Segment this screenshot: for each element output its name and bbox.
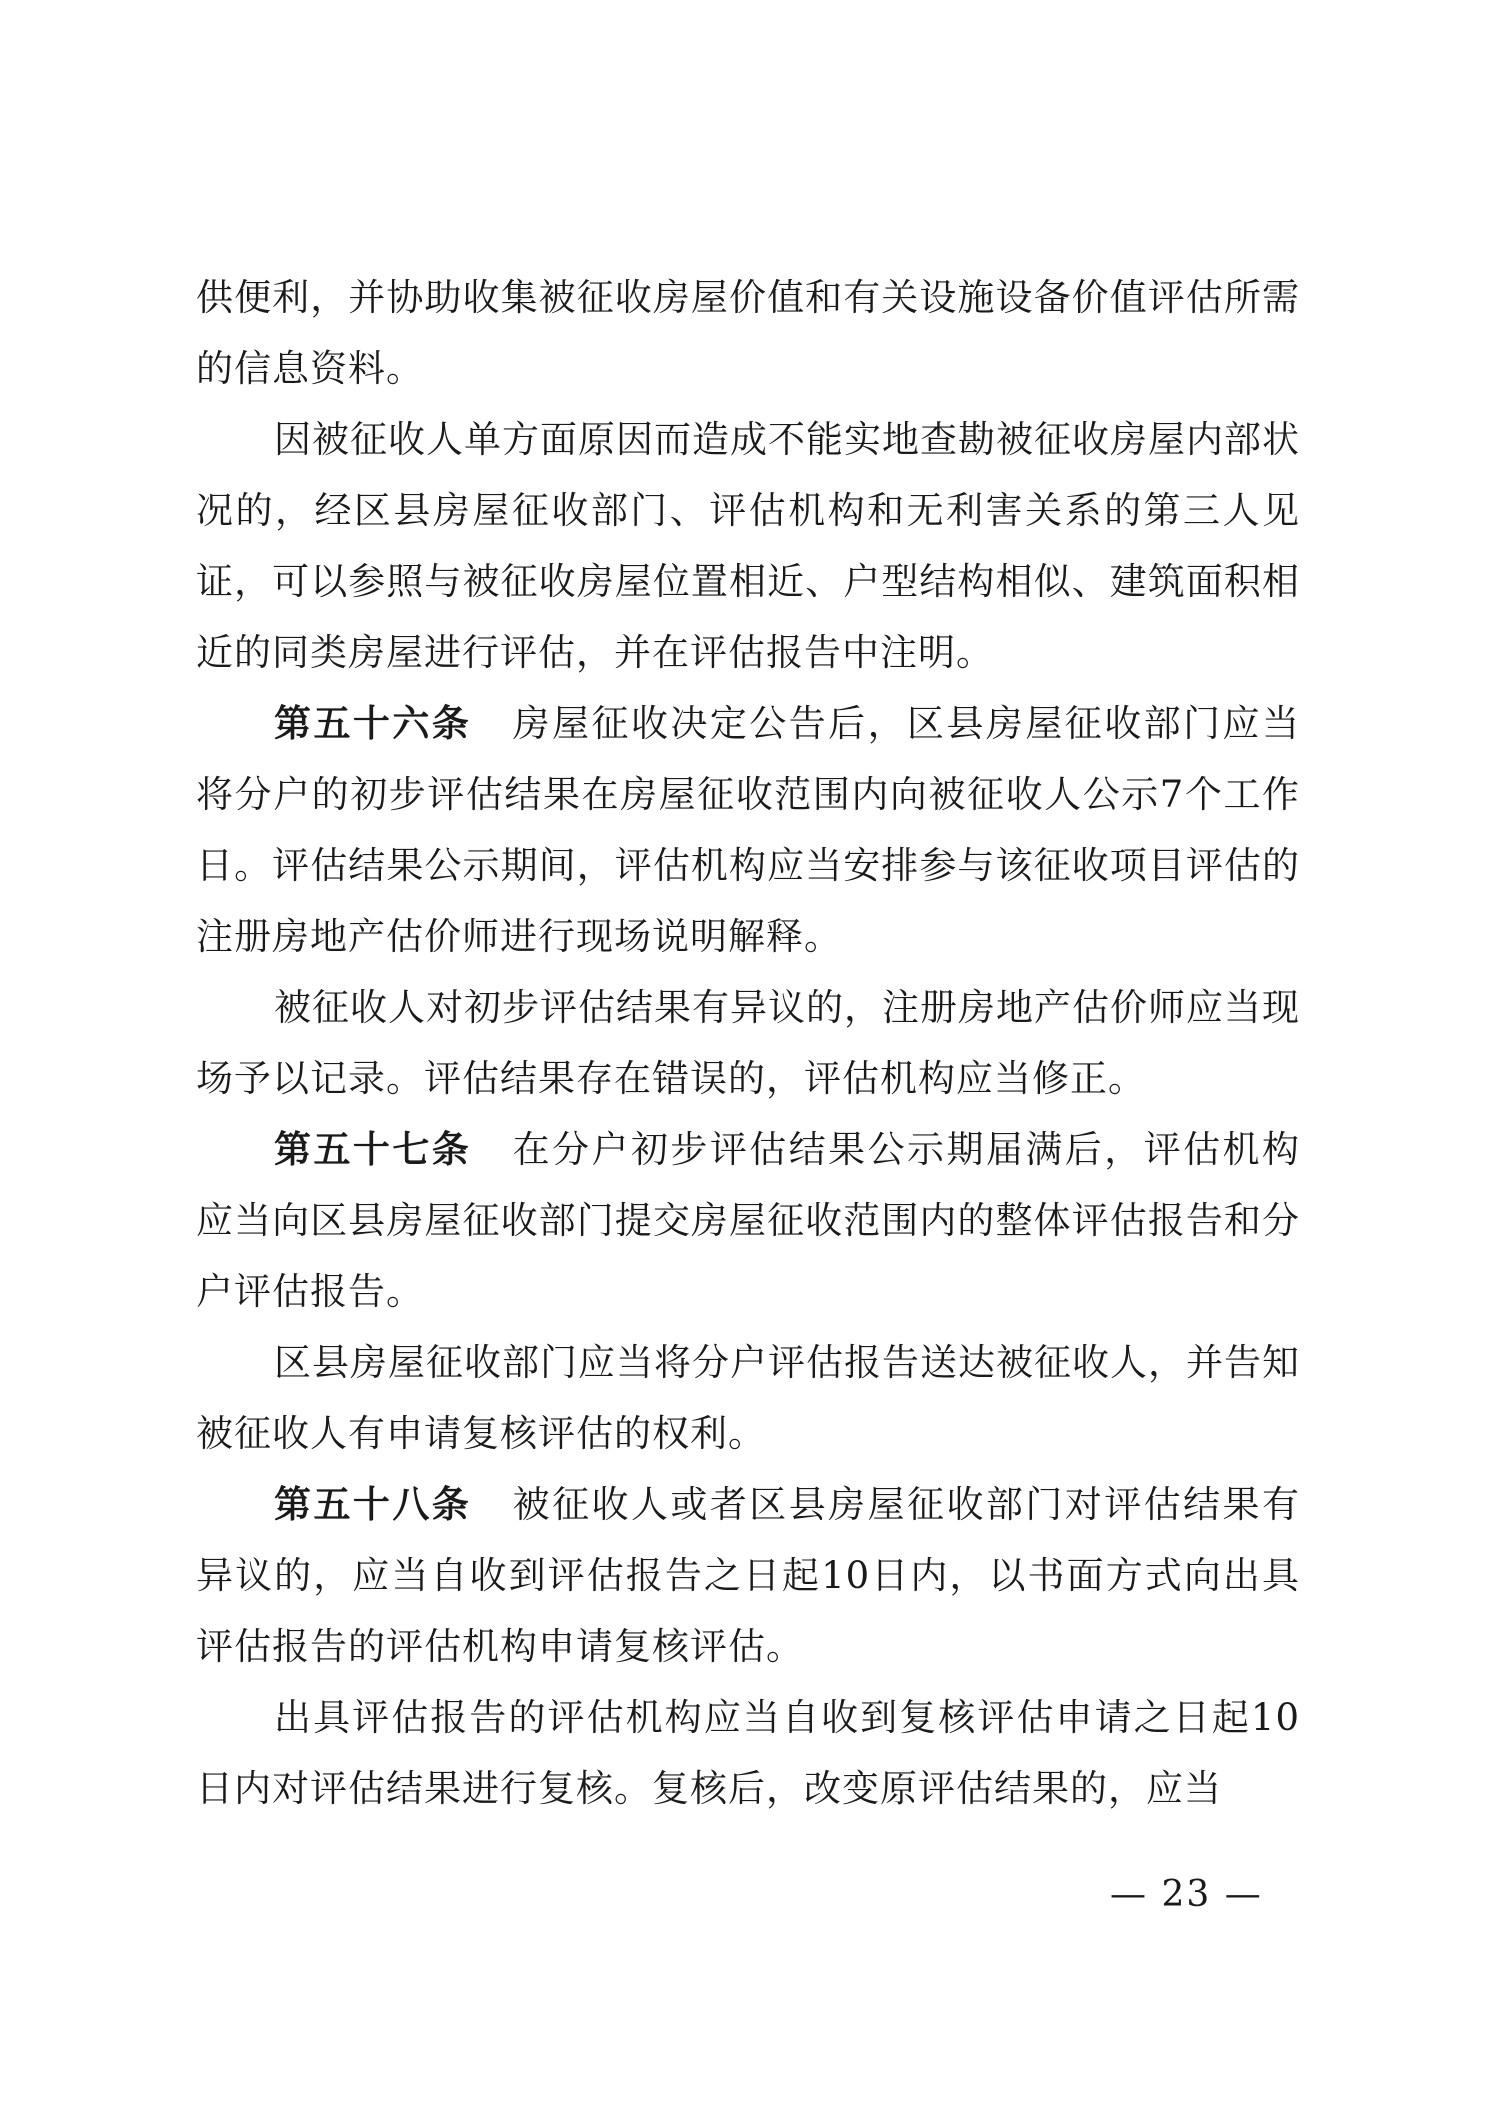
article-56: [196, 688, 1300, 972]
paragraph-text: 在分户初步评估结果公示期届满后，评估机构应当向区县房屋征收部门提交房屋征收范围内的整体评估报告和分户评估报告。: [196, 1128, 1301, 1313]
paragraph-text: 因被征收人单方面原因而造成不能实地查勘被征收房屋内部状况的，经区县房屋征收部门、评估机构和无利害关系的第三人见证，可以参照与被征收房屋位置相近、户型结构相似、建筑面积相近的同类房屋进行评估，并在评估报告中注明。: [196, 418, 1300, 674]
paragraph: [196, 1682, 1300, 1824]
article-57: [196, 1114, 1300, 1327]
article-58: [196, 1469, 1300, 1682]
article-number: 第五十七条: [274, 1128, 472, 1171]
article-number: 第五十八条: [274, 1483, 472, 1526]
document-body: [196, 262, 1300, 1824]
paragraph-text: 房屋征收决定公告后，区县房屋征收部门应当将分户的初步评估结果在房屋征收范围内向被征收人公示7个工作日。评估结果公示期间，评估机构应当安排参与该征收项目评估的注册房地产估价师进行现场说明解释。: [196, 702, 1301, 958]
paragraph-text: 区县房屋征收部门应当将分户评估报告送达被征收人，并告知被征收人有申请复核评估的权利。: [196, 1341, 1300, 1455]
paragraph-text: 被征收人或者区县房屋征收部门对评估结果有异议的，应当自收到评估报告之日起10日内，以书面方式向出具评估报告的评估机构申请复核评估。: [196, 1483, 1301, 1668]
page-number: — 23 —: [1110, 1874, 1263, 1915]
article-number: 第五十六条: [274, 702, 472, 745]
paragraph-text: 供便利，并协助收集被征收房屋价值和有关设施设备价值评估所需的信息资料。: [196, 276, 1300, 390]
paragraph-text: 被征收人对初步评估结果有异议的，注册房地产估价师应当现场予以记录。评估结果存在错误的，评估机构应当修正。: [196, 986, 1300, 1100]
paragraph-text: 出具评估报告的评估机构应当自收到复核评估申请之日起10日内对评估结果进行复核。复核后，改变原评估结果的，应当: [196, 1696, 1300, 1810]
paragraph-continuation: [196, 262, 1300, 404]
paragraph: [196, 1327, 1300, 1469]
paragraph: [196, 404, 1300, 688]
paragraph: [196, 972, 1300, 1114]
